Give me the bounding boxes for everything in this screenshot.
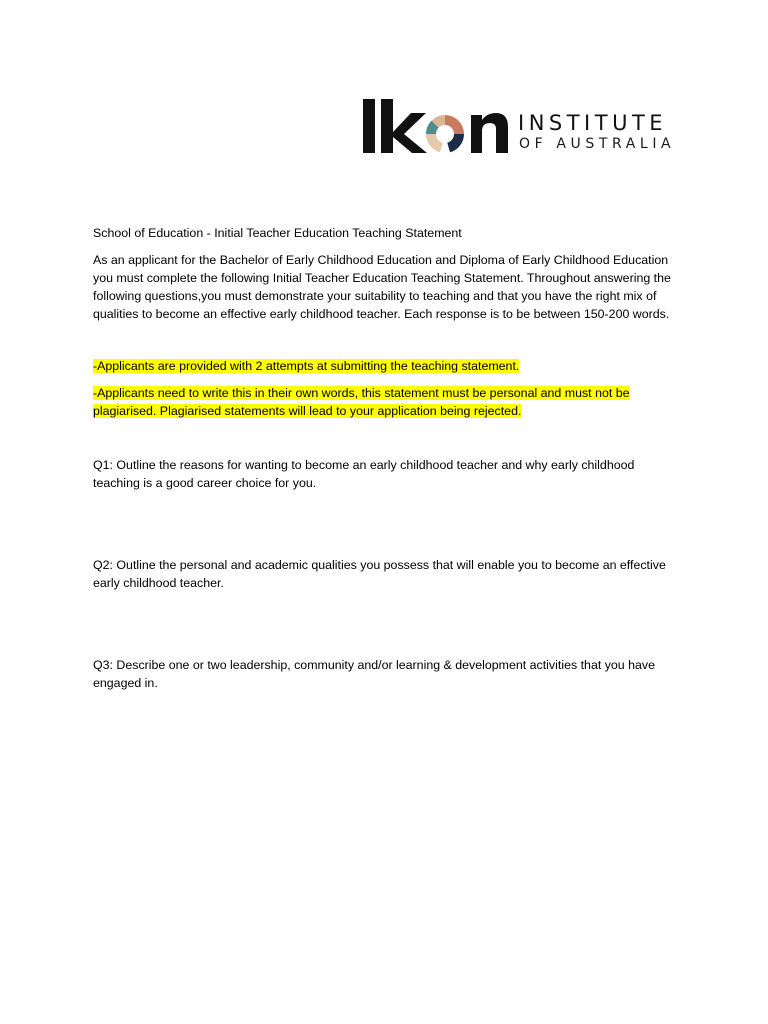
question-3: Q3: Describe one or two leadership, community and/or learning & development activities that you have engaged in.: [93, 658, 656, 690]
logo-text-institute: INSTITUTE: [518, 111, 668, 135]
logo-text-of-australia: OF AUSTRALIA: [519, 136, 676, 152]
ikon-wordmark-icon: [361, 96, 511, 158]
document-body: [93, 225, 683, 692]
note-plagiarism: [93, 384, 683, 420]
question-1: Q1: Outline the reasons for wanting to become an early childhood teacher and why early childhood teaching is a good career choice for you.: [93, 458, 635, 490]
note-attempts: [93, 357, 683, 375]
question-2: Q2: Outline the personal and academic qualities you possess that will enable you to become an effective early childhood teacher.: [93, 558, 666, 590]
ikon-institute-logo: [361, 96, 681, 158]
document-title: School of Education - Initial Teacher Education Teaching Statement: [93, 226, 462, 240]
highlighted-note-plagiarism: -Applicants need to write this in their own words, this statement must be personal and must not be plagiarised. Plagiarised statements will lead to your application being rejected.: [93, 386, 630, 418]
intro-paragraph: As an applicant for the Bachelor of Early Childhood Education and Diploma of Early Childhood Education you must complete the following Initial Teacher Education Teaching Statement. Throughout answering the following questions,you must demonstrate your suitability to teaching and that you have the right mix of qualities to become an effective early childhood teacher. Each response is to be between 150-200 words.: [93, 253, 671, 321]
highlighted-note-attempts: -Applicants are provided with 2 attempts at submitting the teaching statement.: [93, 359, 520, 373]
